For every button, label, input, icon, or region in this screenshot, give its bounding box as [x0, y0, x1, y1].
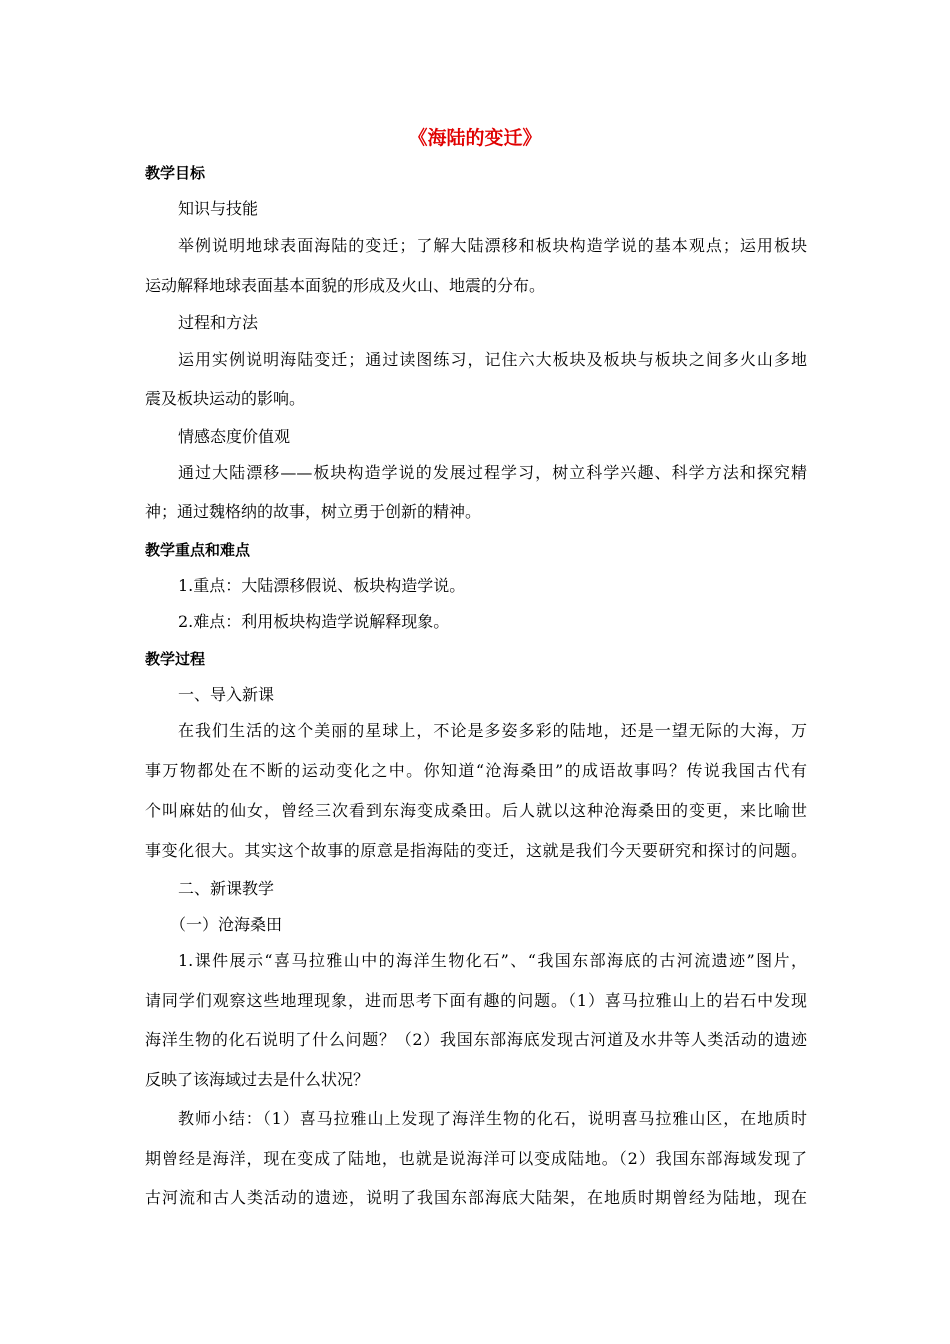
paragraph-line: 震及板块运动的影响。: [145, 389, 306, 408]
paragraph-line: 教师小结：（1）喜马拉雅山上发现了海洋生物的化石，说明喜马拉雅山区，在地质时: [178, 1109, 807, 1128]
document-title: 《海陆的变迁》: [408, 127, 542, 149]
paragraph-line: 通过大陆漂移——板块构造学说的发展过程学习，树立科学兴趣、科学方法和探究精: [178, 463, 807, 482]
paragraph-line: 1.课件展示“喜马拉雅山中的海洋生物化石”、“我国东部海底的古河流遗迹”图片，: [178, 951, 807, 970]
subheading-emotion: 情感态度价值观: [178, 427, 291, 446]
paragraph-line: 在我们生活的这个美丽的星球上，不论是多姿多彩的陆地，还是一望无际的大海，万: [178, 721, 807, 740]
subheading-canghai-sangtian: （一）沧海桑田: [170, 915, 283, 934]
paragraph-line: 反映了该海域过去是什么状况？: [145, 1070, 370, 1089]
paragraph-line: 期曾经是海洋，现在变成了陆地，也就是说海洋可以变成陆地。（2）我国东部海域发现了: [145, 1149, 807, 1168]
subheading-knowledge: 知识与技能: [178, 199, 259, 218]
paragraph-line: 海洋生物的化石说明了什么问题？（2）我国东部海底发现古河道及水井等人类活动的遗迹: [145, 1030, 807, 1049]
paragraph-line: 运动解释地球表面基本面貌的形成及火山、地震的分布。: [145, 276, 546, 295]
heading-key-points: 教学重点和难点: [145, 541, 251, 559]
paragraph-line: 古河流和古人类活动的遗迹，说明了我国东部海底大陆架，在地质时期曾经为陆地，现在: [145, 1188, 807, 1207]
heading-process: 教学过程: [145, 650, 206, 668]
paragraph-line: 举例说明地球表面海陆的变迁；了解大陆漂移和板块构造学说的基本观点；运用板块: [178, 236, 807, 255]
list-item: 2.难点：利用板块构造学说解释现象。: [178, 612, 450, 631]
paragraph-line: 事万物都处在不断的运动变化之中。你知道“沧海桑田”的成语故事吗？传说我国古代有: [145, 761, 807, 780]
subheading-process: 过程和方法: [178, 313, 259, 332]
paragraph-line: 神；通过魏格纳的故事，树立勇于创新的精神。: [145, 502, 482, 521]
paragraph-line: 运用实例说明海陆变迁；通过读图练习，记住六大板块及板块与板块之间多火山多地: [178, 350, 807, 369]
subheading-new-lesson: 二、新课教学: [178, 879, 275, 898]
list-item: 1.重点：大陆漂移假说、板块构造学说。: [178, 576, 466, 595]
paragraph-line: 请同学们观察这些地理现象，进而思考下面有趣的问题。（1）喜马拉雅山上的岩石中发现: [145, 991, 807, 1010]
subheading-intro: 一、导入新课: [178, 685, 275, 704]
paragraph-line: 事变化很大。其实这个故事的原意是指海陆的变迁，这就是我们今天要研究和探讨的问题。: [145, 841, 807, 860]
paragraph-line: 个叫麻姑的仙女，曾经三次看到东海变成桑田。后人就以这种沧海桑田的变更，来比喻世: [145, 801, 807, 820]
heading-objectives: 教学目标: [145, 164, 206, 182]
